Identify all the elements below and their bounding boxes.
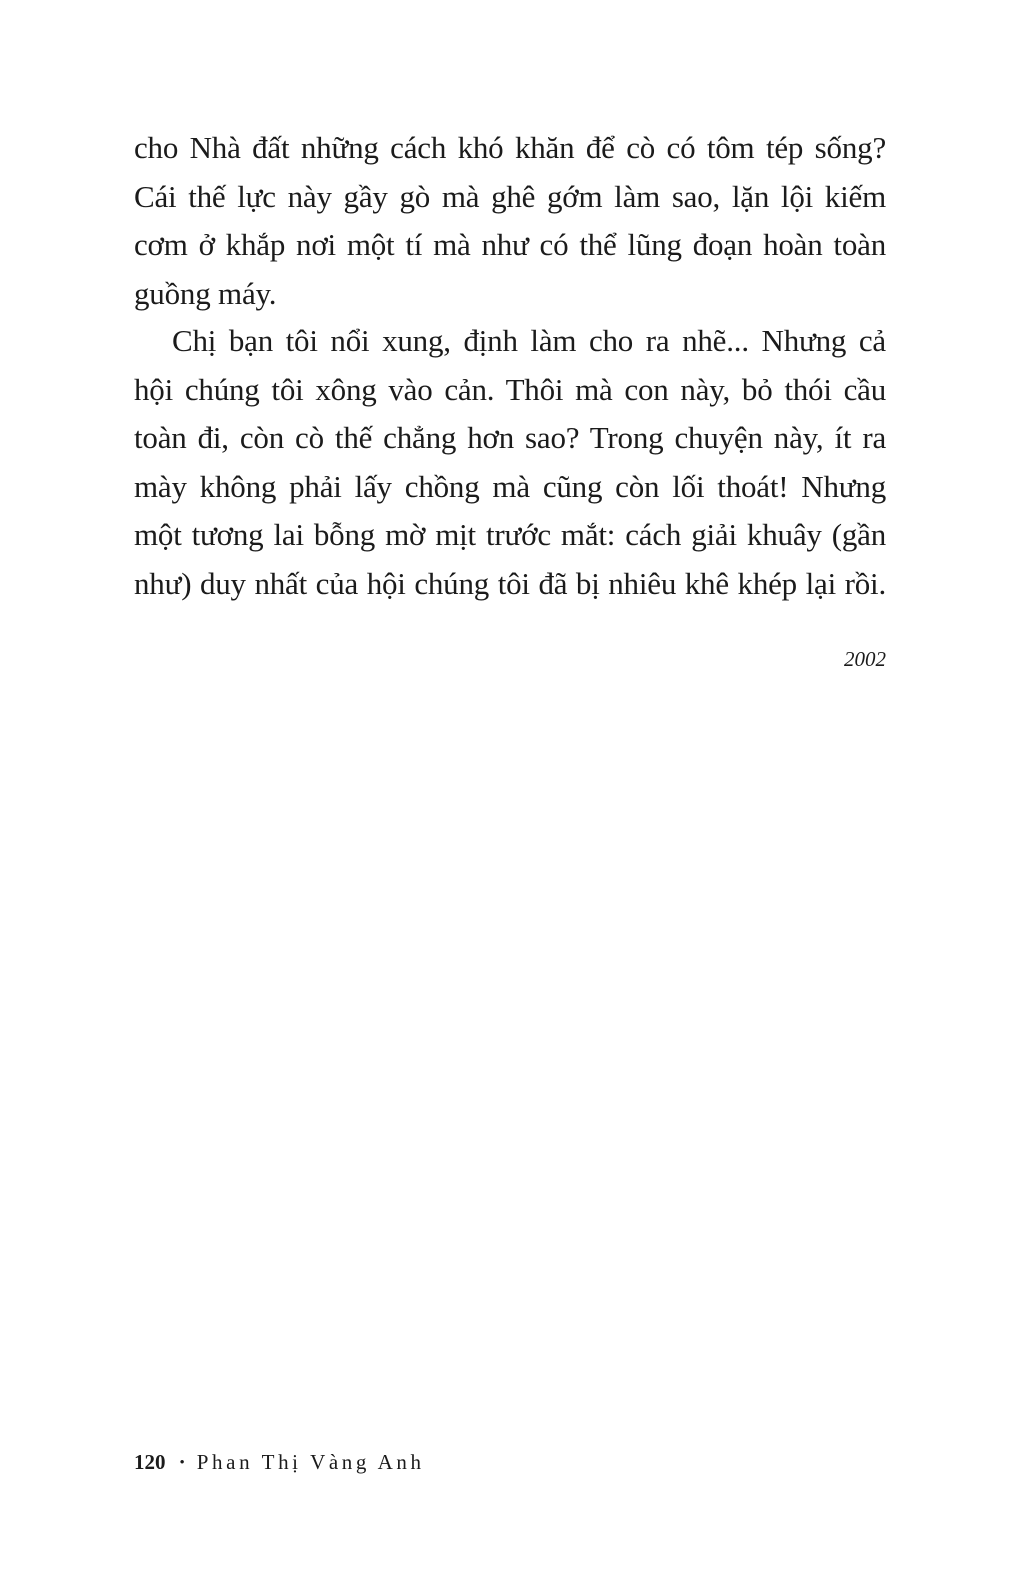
date-signature: 2002 xyxy=(844,647,886,671)
text-line: một tương lai bỗng mờ mịt trước mắt: cách giải khuây (gần xyxy=(134,517,886,552)
text-line: toàn đi, còn cò thế chẳng hơn sao? Trong chuyện này, ít ra xyxy=(134,420,886,455)
paragraph-1 xyxy=(134,124,886,318)
page-number: 120 xyxy=(134,1450,166,1474)
running-head-author: Phan Thị Vàng Anh xyxy=(196,1450,425,1474)
page-footer xyxy=(134,1448,425,1477)
text-line: Cái thế lực này gầy gò mà ghê gớm làm sao, lặn lội kiếm xyxy=(134,178,886,214)
text-line: mày không phải lấy chồng mà cũng còn lối thoát! Nhưng xyxy=(134,468,886,504)
text-line: cơm ở khắp nơi một tí mà như có thể lũng đoạn hoàn toàn xyxy=(134,227,886,262)
text-line: như) duy nhất của hội chúng tôi đã bị nhiêu khê khép lại rồi. xyxy=(134,565,886,601)
paragraph-2 xyxy=(134,317,886,608)
text-line: cho Nhà đất những cách khó khăn để cò có tôm tép sống? xyxy=(134,130,886,165)
text-line: hội chúng tôi xông vào cản. Thôi mà con này, bỏ thói cầu xyxy=(134,371,886,407)
text-line: guồng máy. xyxy=(134,275,277,311)
bullet-separator-icon: • xyxy=(179,1455,185,1471)
text-line: Chị bạn tôi nổi xung, định làm cho ra nhẽ... Nhưng cả xyxy=(172,323,886,358)
